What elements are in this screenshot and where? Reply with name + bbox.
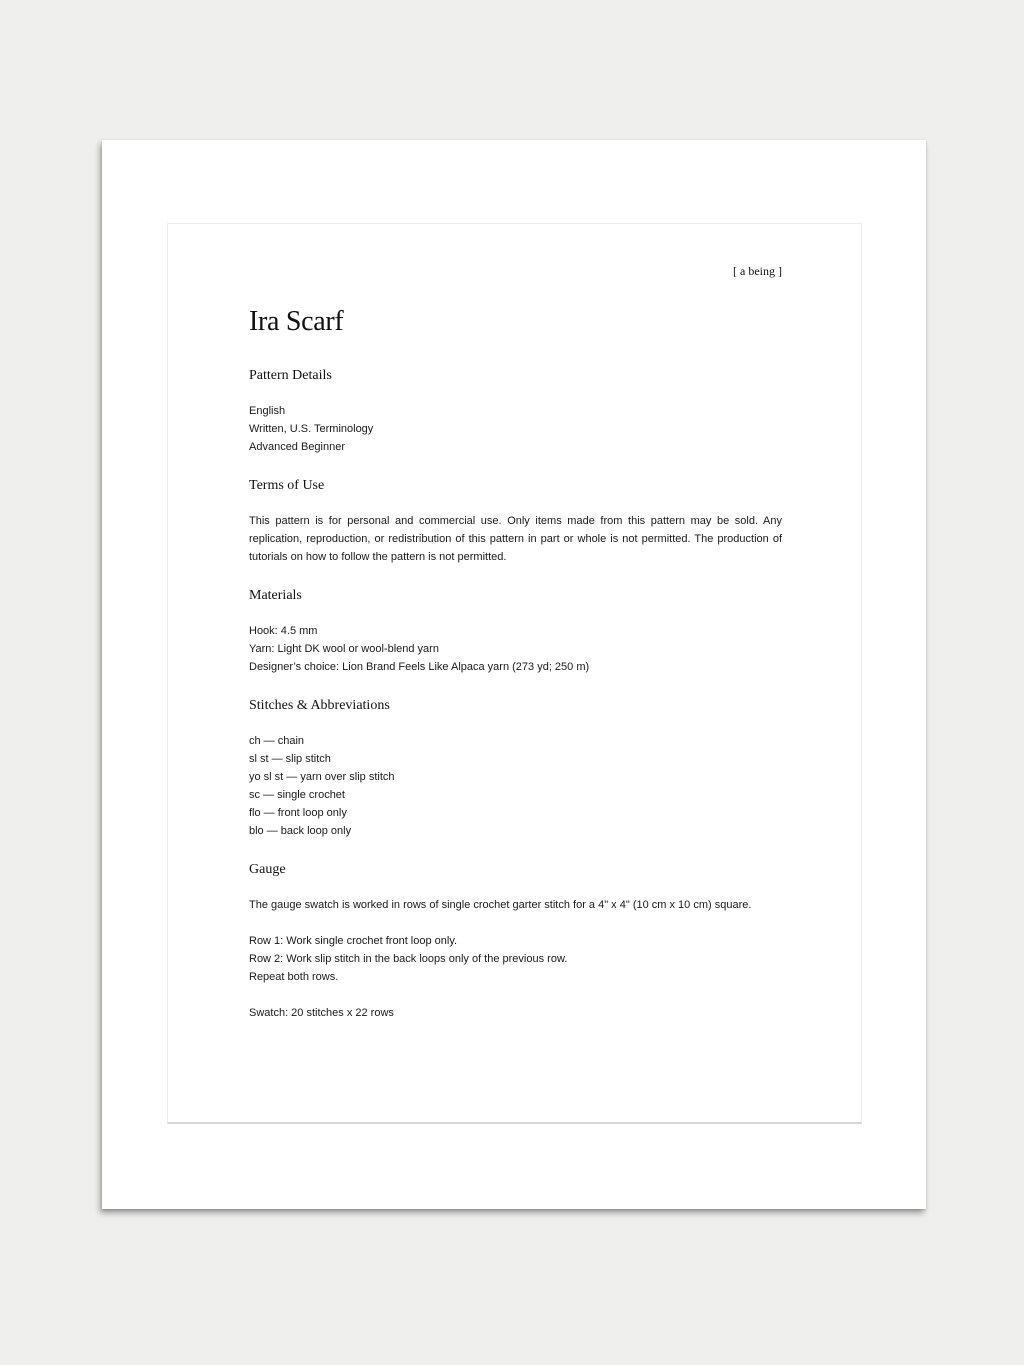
material-line: Yarn: Light DK wool or wool-blend yarn (249, 643, 439, 655)
stitch-line: blo — back loop only (249, 825, 352, 837)
materials-heading: Materials (249, 588, 302, 603)
material-line: Hook: 4.5 mm (249, 625, 318, 637)
gauge-section (249, 860, 782, 1022)
gauge-body (249, 896, 782, 1022)
stitch-line: sl st — slip stitch (249, 753, 331, 765)
stitch-line: sc — single crochet (249, 789, 345, 801)
page-title: Ira Scarf (249, 306, 344, 337)
gauge-heading: Gauge (249, 862, 286, 877)
materials-list (249, 622, 782, 676)
terms-heading: Terms of Use (249, 478, 325, 493)
gauge-swatch: Swatch: 20 stitches x 22 rows (249, 1007, 394, 1019)
detail-line: Written, U.S. Terminology (249, 423, 374, 435)
pattern-details-section (249, 366, 782, 456)
pattern-page (167, 223, 862, 1124)
pattern-details-list (249, 402, 782, 456)
gauge-row-line: Row 2: Work slip stitch in the back loops only of the previous row. (249, 953, 568, 965)
document-sheet (102, 140, 926, 1209)
terms-section (249, 476, 782, 566)
stitch-line: yo sl st — yarn over slip stitch (249, 771, 395, 783)
stitch-line: ch — chain (249, 735, 305, 747)
pattern-details-heading: Pattern Details (249, 368, 332, 383)
stitches-heading: Stitches & Abbreviations (249, 698, 390, 713)
detail-line: English (249, 405, 286, 417)
detail-line: Advanced Beginner (249, 441, 346, 453)
stitches-section (249, 696, 782, 840)
gauge-row-line: Repeat both rows. (249, 971, 339, 983)
stitches-list (249, 732, 782, 840)
material-line: Designer’s choice: Lion Brand Feels Like Alpaca yarn (273 yd; 250 m) (249, 661, 590, 673)
gauge-intro: The gauge swatch is worked in rows of single crochet garter stitch for a 4" x 4" (10 cm x 10 cm) square. (249, 899, 752, 911)
gauge-row-line: Row 1: Work single crochet front loop only. (249, 935, 458, 947)
materials-section (249, 586, 782, 676)
brand-mark: [ a being ] (733, 264, 782, 278)
stitch-line: flo — front loop only (249, 807, 347, 819)
terms-paragraph: This pattern is for personal and commercial use. Only items made from this pattern may be sold. Any replication, reproduction, or redistribution of this pattern in part or whole is not permitted. The production of tutorials on how to follow the pattern is not permitted. (249, 515, 782, 563)
